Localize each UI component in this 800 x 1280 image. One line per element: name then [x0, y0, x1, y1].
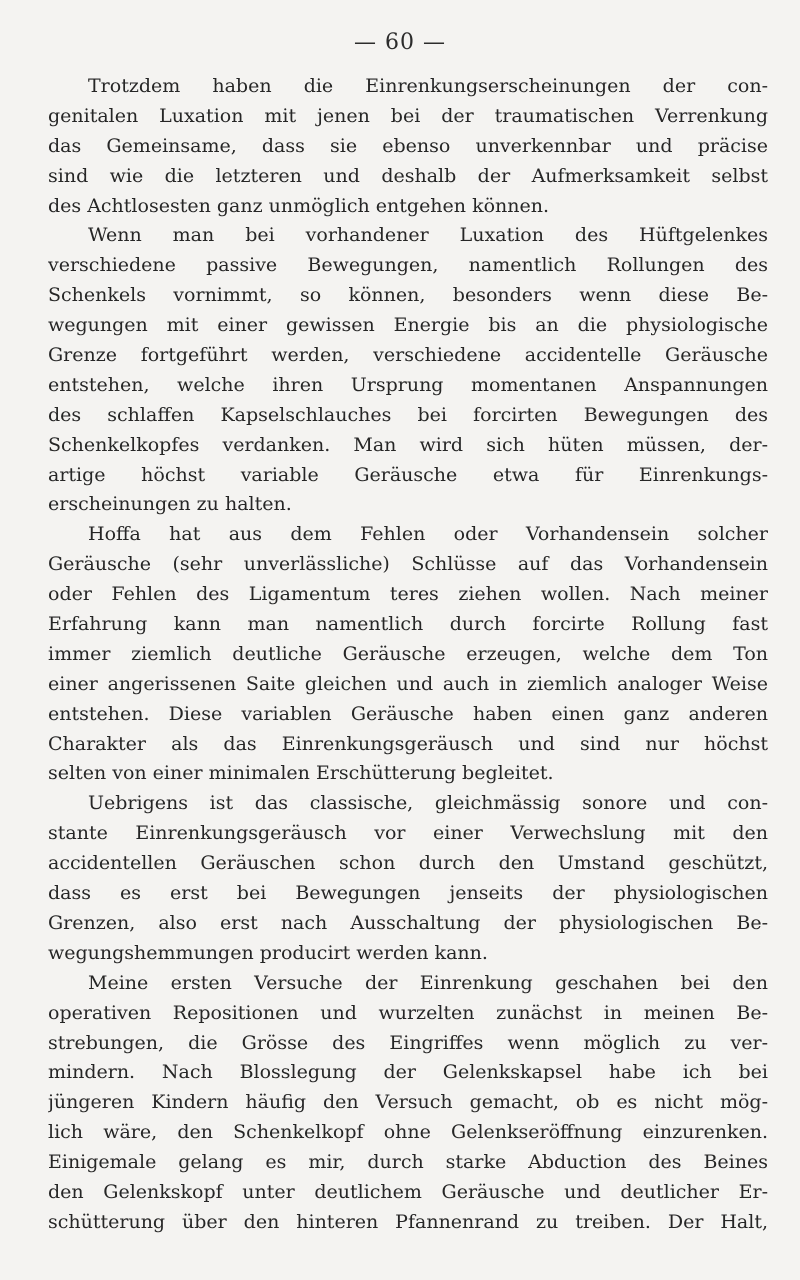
text-line: entstehen. Diese variablen Geräusche haben einen ganz anderen	[48, 702, 768, 725]
text-line: selten von einer minimalen Erschütterung begleitet.	[48, 762, 554, 785]
page-number: — 60 —	[354, 30, 446, 55]
body-text	[48, 72, 768, 1238]
text-line: schütterung über den hinteren Pfannenrand zu treiben. Der Halt,	[48, 1210, 768, 1233]
text-line: das Gemeinsame, dass sie ebenso unverkennbar und präcise	[48, 134, 768, 157]
text-line: accidentellen Geräuschen schon durch den Umstand geschützt,	[48, 852, 768, 875]
text-line: Hoffa hat aus dem Fehlen oder Vorhandensein solcher	[88, 523, 768, 546]
text-line: wegungen mit einer gewissen Energie bis an die physiologische	[48, 314, 768, 337]
text-line: artige höchst variable Geräusche etwa für Einrenkungs-	[48, 463, 768, 486]
text-line: des schlaffen Kapselschlauches bei forcirten Bewegungen des	[48, 403, 768, 426]
text-line: Charakter als das Einrenkungsgeräusch und sind nur höchst	[48, 732, 768, 755]
text-line: Trotzdem haben die Einrenkungserscheinungen der con-	[88, 75, 768, 97]
text-line: stante Einrenkungsgeräusch vor einer Verwechslung mit den	[48, 822, 768, 845]
text-line: erscheinungen zu halten.	[48, 493, 292, 516]
text-line: oder Fehlen des Ligamentum teres ziehen wollen. Nach meiner	[48, 583, 768, 606]
text-line: Meine ersten Versuche der Einrenkung geschahen bei den	[88, 971, 768, 994]
text-line: wegungshemmungen producirt werden kann.	[48, 941, 488, 964]
text-line: genitalen Luxation mit jenen bei der traumatischen Verrenkung	[48, 104, 768, 127]
text-line: entstehen, welche ihren Ursprung momentanen Anspannungen	[48, 373, 768, 396]
text-line: sind wie die letzteren und deshalb der Aufmerksamkeit selbst	[48, 164, 768, 187]
text-line: immer ziemlich deutliche Geräusche erzeugen, welche dem Ton	[48, 642, 768, 665]
text-line: dass es erst bei Bewegungen jenseits der physiologischen	[48, 882, 768, 905]
text-line: strebungen, die Grösse des Eingriffes wenn möglich zu ver-	[48, 1031, 768, 1054]
text-line: mindern. Nach Blosslegung der Gelenkskapsel habe ich bei	[48, 1061, 768, 1084]
text-line: Erfahrung kann man namentlich durch forcirte Rollung fast	[48, 613, 768, 636]
text-line: lich wäre, den Schenkelkopf ohne Gelenkseröffnung einzurenken.	[48, 1121, 768, 1144]
text-line: einer angerissenen Saite gleichen und auch in ziemlich analoger Weise	[48, 672, 768, 695]
text-line: Wenn man bei vorhandener Luxation des Hüftgelenkes	[88, 224, 768, 247]
text-line: Geräusche (sehr unverlässliche) Schlüsse auf das Vorhandensein	[48, 553, 768, 576]
text-line: Uebrigens ist das classische, gleichmässig sonore und con-	[88, 792, 768, 815]
text-line: des Achtlosesten ganz unmöglich entgehen können.	[48, 194, 550, 217]
text-line: Einigemale gelang es mir, durch starke Abduction des Beines	[48, 1151, 768, 1174]
text-line: Grenzen, also erst nach Ausschaltung der physiologischen Be-	[48, 911, 768, 934]
text-line: jüngeren Kindern häufig den Versuch gemacht, ob es nicht mög-	[48, 1091, 768, 1114]
text-line: operativen Repositionen und wurzelten zunächst in meinen Be-	[48, 1001, 768, 1024]
text-line: Grenze fortgeführt werden, verschiedene accidentelle Geräusche	[48, 344, 768, 367]
text-line: Schenkels vornimmt, so können, besonders wenn diese Be-	[48, 284, 768, 307]
text-line: den Gelenkskopf unter deutlichem Geräusche und deutlicher Er-	[48, 1180, 768, 1203]
text-line: Schenkelkopfes verdanken. Man wird sich hüten müssen, der-	[48, 433, 768, 456]
text-line: verschiedene passive Bewegungen, namentlich Rollungen des	[48, 254, 768, 277]
